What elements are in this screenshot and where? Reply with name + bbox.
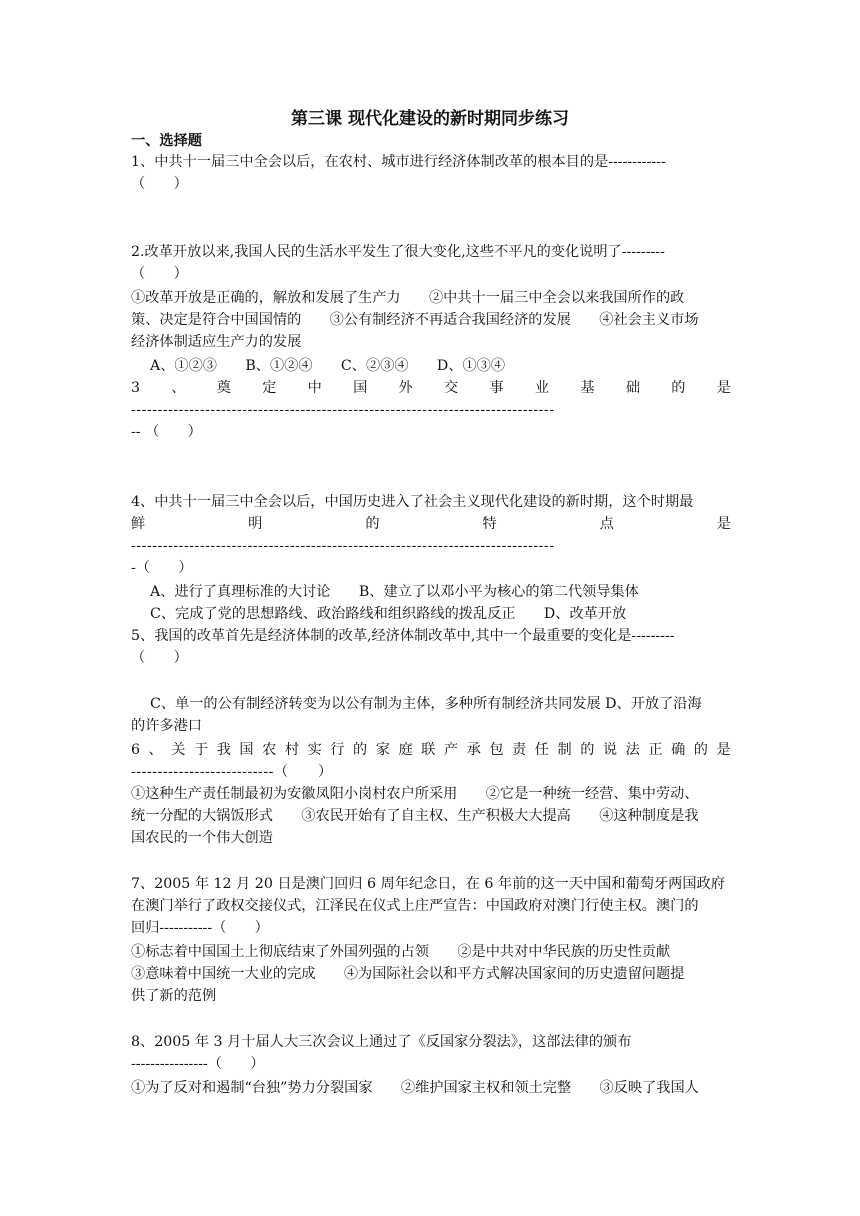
q7-statement-line: ③意味着中国统一大业的完成 ④为国际社会以和平方式解决国家间的历史遗留问题提	[131, 966, 685, 982]
q8-stem: ----------------（ ）	[131, 1056, 265, 1072]
q4-stem-spaced	[131, 514, 731, 534]
q1-stem: 1、中共十一届三中全会以后，在农村、城市进行经济体制改革的根本目的是------------	[131, 154, 666, 170]
q4-options-line: C、完成了党的思想路线、政治路线和组织路线的拨乱反正 D、改革开放	[150, 606, 627, 622]
q3-stem-char: 是	[716, 380, 731, 396]
q7-statement-line: 供了新的范例	[131, 988, 217, 1004]
q7-statement-line: ①标志着中国国土上彻底结束了外国列强的占领 ②是中共对中华民族的历史性贡献	[131, 944, 671, 960]
q3-answer-paren: -- （ ）	[131, 424, 202, 440]
q4-answer-paren: -（ ）	[131, 560, 193, 576]
q6-dash-line: ---------------------------（ ）	[131, 764, 333, 780]
q6-statement-line: ①这种生产责任制最初为安徽凤阳小岗村农户所采用 ②它是一种统一经营、集中劳动、	[131, 786, 699, 802]
q6-statement-line: 国农民的一个伟大创造	[131, 830, 273, 846]
section-heading: 一、选择题	[131, 133, 202, 149]
q3-stem	[131, 378, 731, 398]
q3-stem-char: 事	[489, 380, 504, 396]
q4-stem-char: 的	[365, 516, 380, 532]
q5-option-cont: 的许多港口	[131, 718, 202, 734]
q1-answer-paren: （ ）	[131, 176, 188, 192]
q3-stem-char: 外	[398, 380, 413, 396]
q8-statement-line: ①为了反对和遏制“台独”势力分裂国家 ②维护国家主权和领土完整 ③反映了我国人	[131, 1080, 699, 1096]
q3-stem-char: 础	[625, 380, 641, 396]
q2-answer-paren: （ ）	[131, 266, 188, 282]
q2-statement-line: ①改革开放是正确的，解放和发展了生产力 ②中共十一届三中全会以来我国所作的政	[131, 290, 685, 306]
q6-stem: 6 、 关 于 我 国 农 村 实 行 的 家 庭 联 产 承 包 责 任 制 的 说 法 正 确 的 是	[131, 742, 731, 758]
q4-stem-char: 明	[248, 516, 263, 532]
q3-stem-char: 3	[131, 380, 141, 396]
q3-stem-char: 交	[444, 380, 459, 396]
q5-stem: 5、我国的改革首先是经济体制的改革,经济体制改革中,其中一个最重要的变化是---------	[131, 628, 675, 644]
q2-options: A、①②③ B、①②④ C、②③④ D、①③④	[150, 358, 506, 374]
q3-stem-char: 奠	[216, 380, 231, 396]
q4-stem-char: 点	[599, 516, 614, 532]
q3-dash-line: --------------------------------------------------------------------------------	[131, 402, 555, 418]
q8-stem: 8、2005 年 3 月十届人大三次会议上通过了《反国家分裂法》，这部法律的颁布	[131, 1034, 632, 1050]
q3-stem-char: 基	[580, 380, 595, 396]
page-title: 第三课 现代化建设的新时期同步练习	[291, 109, 569, 129]
q3-stem-char: 业	[534, 380, 550, 396]
q4-stem-char: 鲜	[131, 516, 146, 532]
q3-stem-char: 定	[262, 380, 277, 396]
q5-answer-paren: （ ）	[131, 650, 188, 666]
q3-stem-char: 、	[171, 380, 186, 396]
q3-stem-char: 中	[307, 380, 322, 396]
q6-statement-line: 统一分配的大锅饭形式 ③农民开始有了自主权、生产积极大大提高 ④这种制度是我	[131, 808, 699, 824]
q7-stem: 在澳门举行了政权交接仪式，江泽民在仪式上庄严宣告：中国政府对澳门行使主权。澳门的	[131, 898, 699, 914]
q4-dash-line: --------------------------------------------------------------------------------	[131, 538, 555, 554]
q3-stem-char: 国	[353, 380, 368, 396]
q4-stem-char: 是	[716, 516, 731, 532]
q4-stem-char: 特	[482, 516, 497, 532]
q4-stem: 4、中共十一届三中全会以后，中国历史进入了社会主义现代化建设的新时期，这个时期最	[131, 494, 694, 510]
q2-statement-line: 经济体制适应生产力的发展	[131, 334, 302, 350]
q2-stem: 2.改革开放以来,我国人民的生活水平发生了很大变化,这些不平凡的变化说明了---------	[131, 244, 665, 260]
q7-stem: 7、2005 年 12 月 20 日是澳门回归 6 周年纪念日，在 6 年前的这一天中国和葡萄牙两国政府	[131, 876, 725, 892]
q4-options-line: A、进行了真理标准的大讨论 B、建立了以邓小平为核心的第二代领导集体	[150, 584, 639, 600]
q5-option-row-2: C、单一的公有制经济转变为以公有制为主体，多种所有制经济共同发展 D、开放了沿海	[150, 696, 702, 712]
q7-stem: 回归-----------（ ）	[131, 920, 269, 936]
q3-stem-char: 的	[671, 380, 686, 396]
q2-statement-line: 策、决定是符合中国国情的 ③公有制经济不再适合我国经济的发展 ④社会主义市场	[131, 312, 699, 328]
